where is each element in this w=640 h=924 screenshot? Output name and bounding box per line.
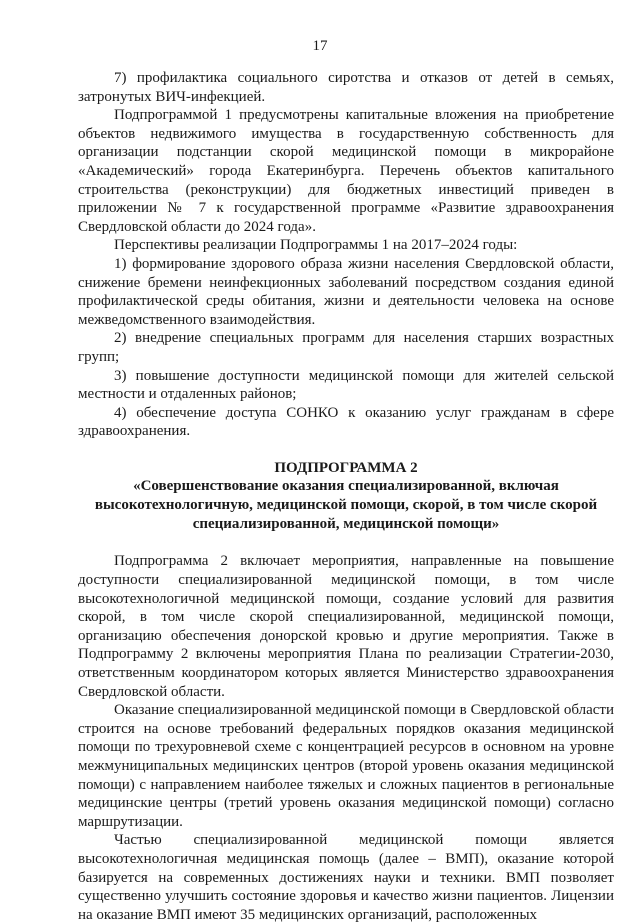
- page-body: [78, 69, 614, 924]
- section-gap: [78, 441, 614, 459]
- paragraph: Оказание специализированной медицинской помощи в Свердловской области строится на основе требований федеральных порядков оказания медицинской помощи по трехуровневой схеме с концентрацией ресурсов в основном на уровне межмуниципальных медицинских центров (второй уровень оказания медицинской помощи) с направлением наиболее тяжелых и сложных пациентов в региональные медицинские центры (третий уровень оказания медицинской помощи) согласно маршрутизации.: [78, 702, 614, 830]
- paragraph: Частью специализированной медицинской помощи является высокотехнологичная медицинская помощь (далее – ВМП), оказание которой базируется на современных достижениях науки и техники. ВМП позволяет существенно улучшить состояние здоровья и качество жизни пациентов. Лицензии на оказание ВМП имеют 35 медицинских организаций, расположенных: [78, 832, 614, 923]
- paragraph: Перспективы реализации Подпрограммы 1 на 2017–2024 годы:: [114, 237, 518, 254]
- section-gap: [78, 534, 614, 552]
- list-item: 4) обеспечение доступа СОНКО к оказанию услуг гражданам в сфере здравоохранения.: [78, 404, 614, 440]
- paragraph: Подпрограммой 1 предусмотрены капитальные вложения на приобретение объектов недвижимого имущества в государственную собственность для организации подстанции скорой медицинской помощи в микрорайоне «Академический» города Екатеринбурга. Перечень объектов капитального строительства (реконструкции) для бюджетных инвестиций приведен в приложении № 7 к государственной программе «Развитие здравоохранения Свердловской области до 2024 года».: [78, 107, 614, 235]
- section-heading: ПОДПРОГРАММА 2: [274, 459, 418, 476]
- paragraph: 7) профилактика социального сиротства и отказов от детей в семьях, затронутых ВИЧ-инфекцией.: [78, 70, 614, 105]
- paragraph: Подпрограмма 2 включает мероприятия, направленные на повышение доступности специализированной медицинской помощи, в том числе высокотехнологичной медицинской помощи, создание условий для развития скорой, в том числе скорой специализированной, медицинской помощи, организацию обеспечения донорской кровью и другие мероприятия. Также в Подпрограмму 2 включены мероприятия Плана по реализации Стратегии-2030, ответственным координатором которых является Министерство здравоохранения Свердловской области.: [78, 553, 614, 700]
- page-number: 17: [312, 38, 328, 54]
- list-item: 2) внедрение специальных программ для населения старших возрастных групп;: [78, 330, 614, 365]
- section-subtitle: «Совершенствование оказания специализированной, включая высокотехнологичную, медицинской помощи, скорой, в том числе скорой специализированной, медицинской помощи»: [94, 478, 598, 533]
- list-item: 3) повышение доступности медицинской помощи для жителей сельской местности и отдаленных районов;: [78, 367, 614, 403]
- list-item: 1) формирование здорового образа жизни населения Свердловской области, снижение бремени неинфекционных заболеваний посредством создания единой профилактической среды обитания, жизни и деятельности человека на основе межведомственного взаимодействия.: [78, 255, 614, 328]
